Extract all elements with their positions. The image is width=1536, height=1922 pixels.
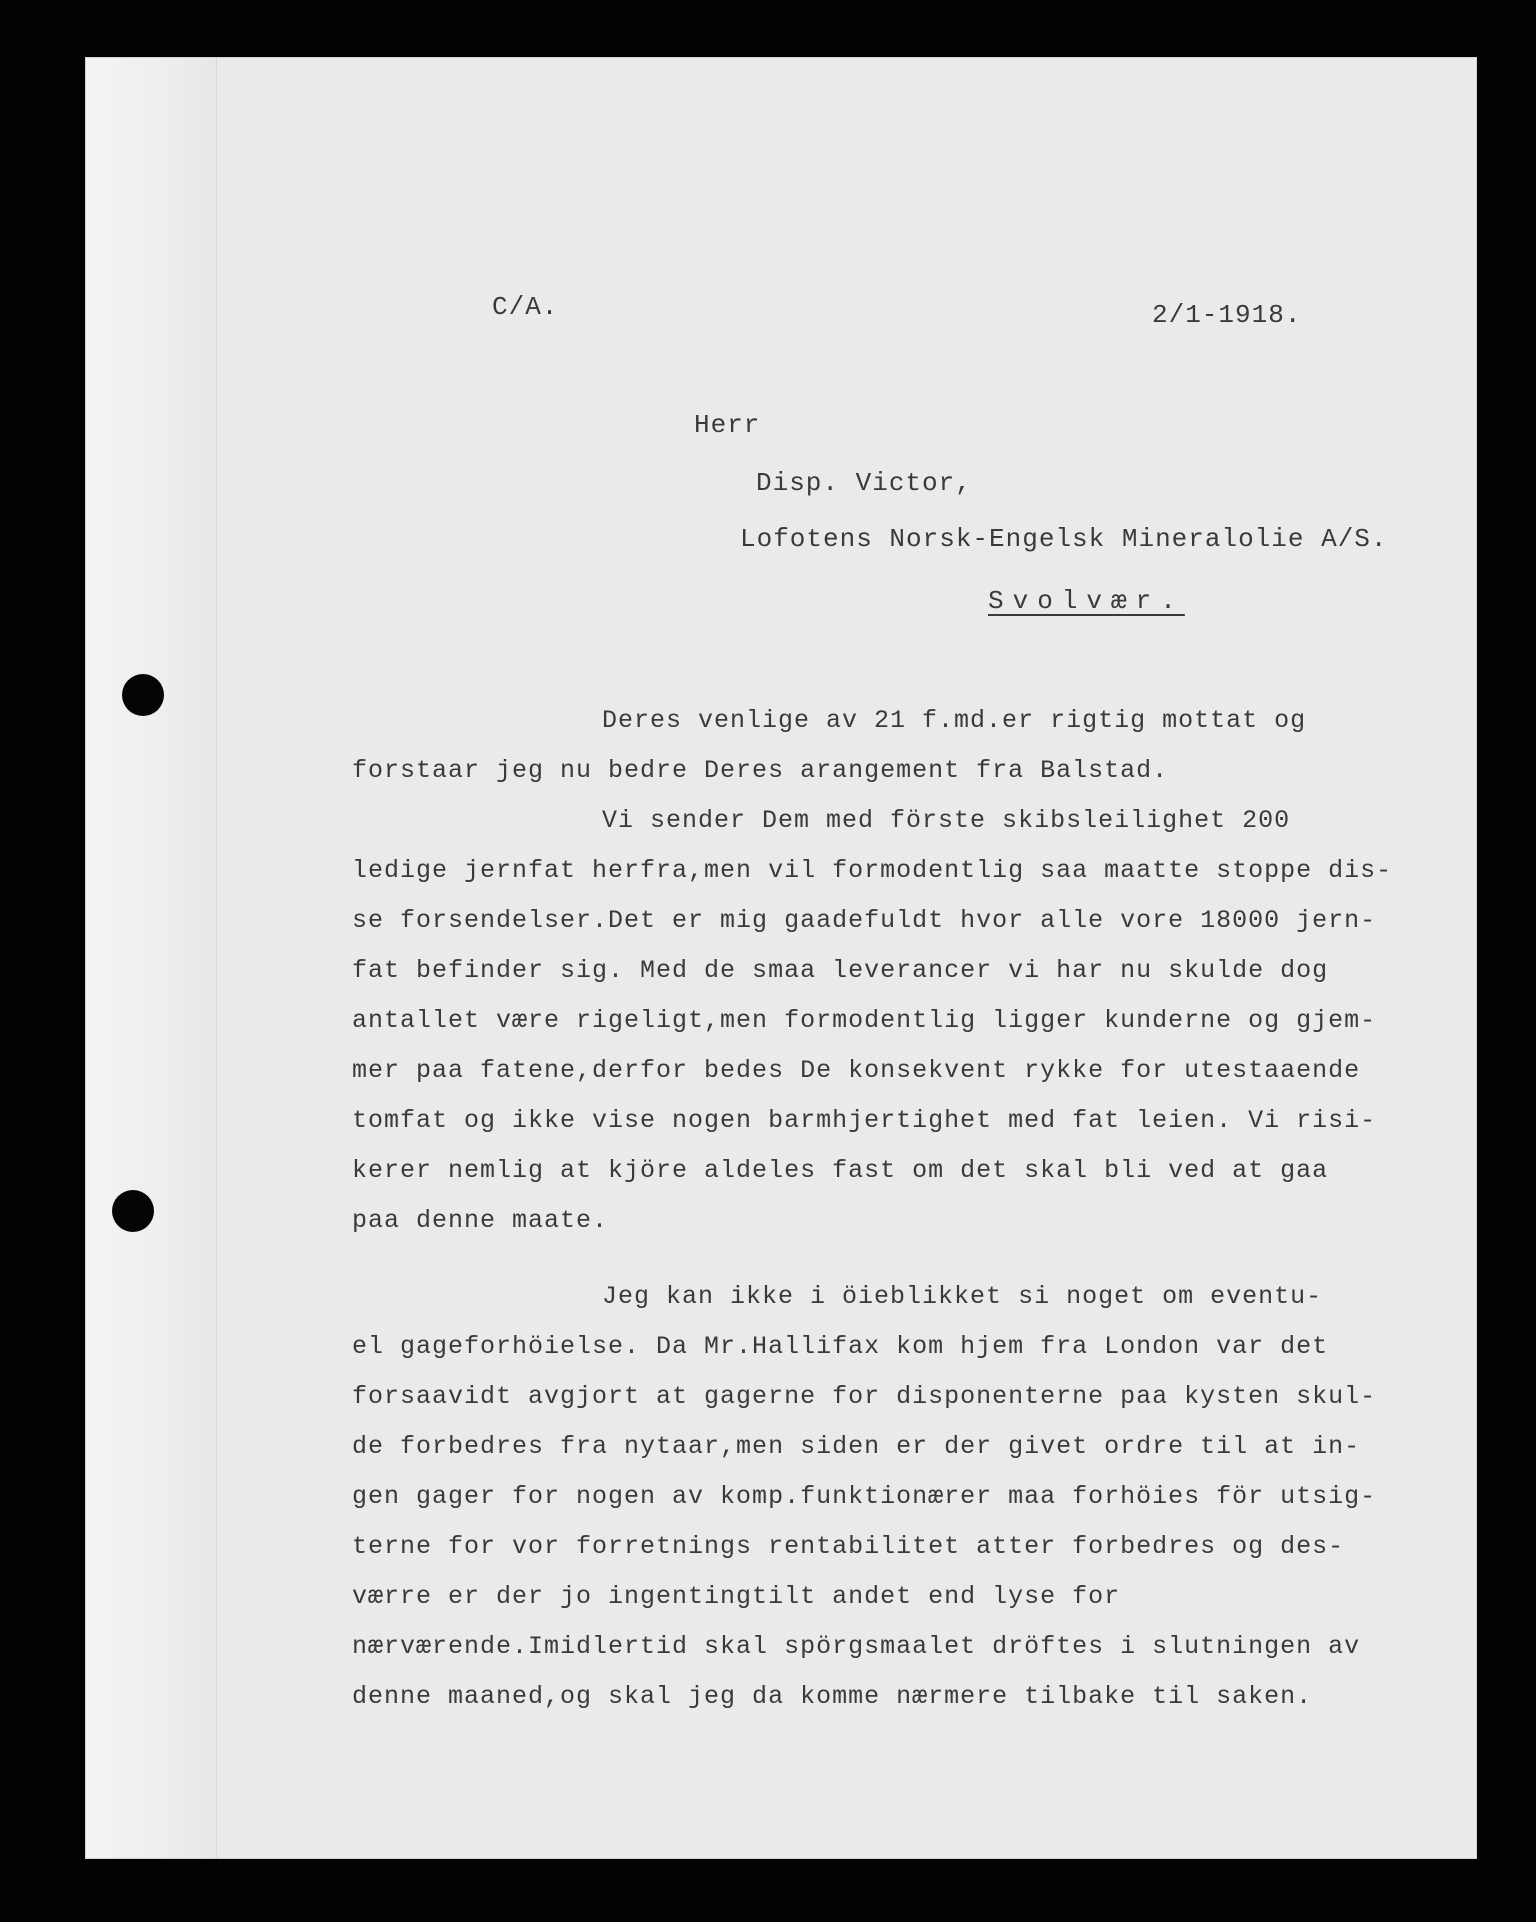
body-line: gen gager for nogen av komp.funktionærer maa forhöies för utsig- [352,1482,1377,1511]
body-line: mer paa fatene,derfor bedes De konsekvent rykke for utestaaende [352,1056,1361,1085]
paper-fold [86,58,217,1858]
body-line: antallet være rigeligt,men formodentlig ligger kunderne og gjem- [352,1006,1377,1035]
body-line: nærværende.Imidlertid skal spörgsmaalet dröftes i slutningen av [352,1632,1361,1661]
recipient-city: Svolvær. [988,586,1185,616]
recipient-company: Lofotens Norsk-Engelsk Mineralolie A/S. [740,524,1388,554]
body-line: denne maaned,og skal jeg da komme nærmere tilbake til saken. [352,1682,1313,1711]
body-line: værre er der jo ingentingtilt andet end lyse for [352,1582,1121,1611]
letter-date: 2/1-1918. [1152,300,1302,330]
body-line: fat befinder sig. Med de smaa leverancer vi har nu skulde dog [352,956,1329,985]
body-line: se forsendelser.Det er mig gaadefuldt hvor alle vore 18000 jern- [352,906,1377,935]
punch-hole-icon [122,674,164,716]
body-line: paa denne maate. [352,1206,609,1235]
body-line: tomfat og ikke vise nogen barmhjertighet med fat leien. Vi risi- [352,1106,1377,1135]
body-line: terne for vor forretnings rentabilitet atter forbedres og des- [352,1532,1345,1561]
body-line: de forbedres fra nytaar,men siden er der givet ordre til at in- [352,1432,1361,1461]
body-line: ledige jernfat herfra,men vil formodentlig saa maatte stoppe dis- [352,856,1393,885]
recipient-title: Disp. Victor, [756,468,972,498]
body-line: forstaar jeg nu bedre Deres arangement fra Balstad. [352,756,1169,785]
salutation: Herr [694,410,761,440]
body-line: Jeg kan ikke i öieblikket si noget om eventu- [602,1282,1323,1311]
body-line: el gageforhöielse. Da Mr.Hallifax kom hjem fra London var det [352,1332,1329,1361]
letter-body [352,706,1472,1732]
punch-hole-icon [112,1190,154,1232]
body-line: Deres venlige av 21 f.md.er rigtig mottat og [602,706,1307,735]
body-line: kerer nemlig at kjöre aldeles fast om det skal bli ved at gaa [352,1156,1329,1185]
body-line: forsaavidt avgjort at gagerne for disponenterne paa kysten skul- [352,1382,1377,1411]
letter-reference: C/A. [492,292,559,322]
body-line: Vi sender Dem med förste skibsleilighet 200 [602,806,1291,835]
letter-page [86,58,1476,1858]
